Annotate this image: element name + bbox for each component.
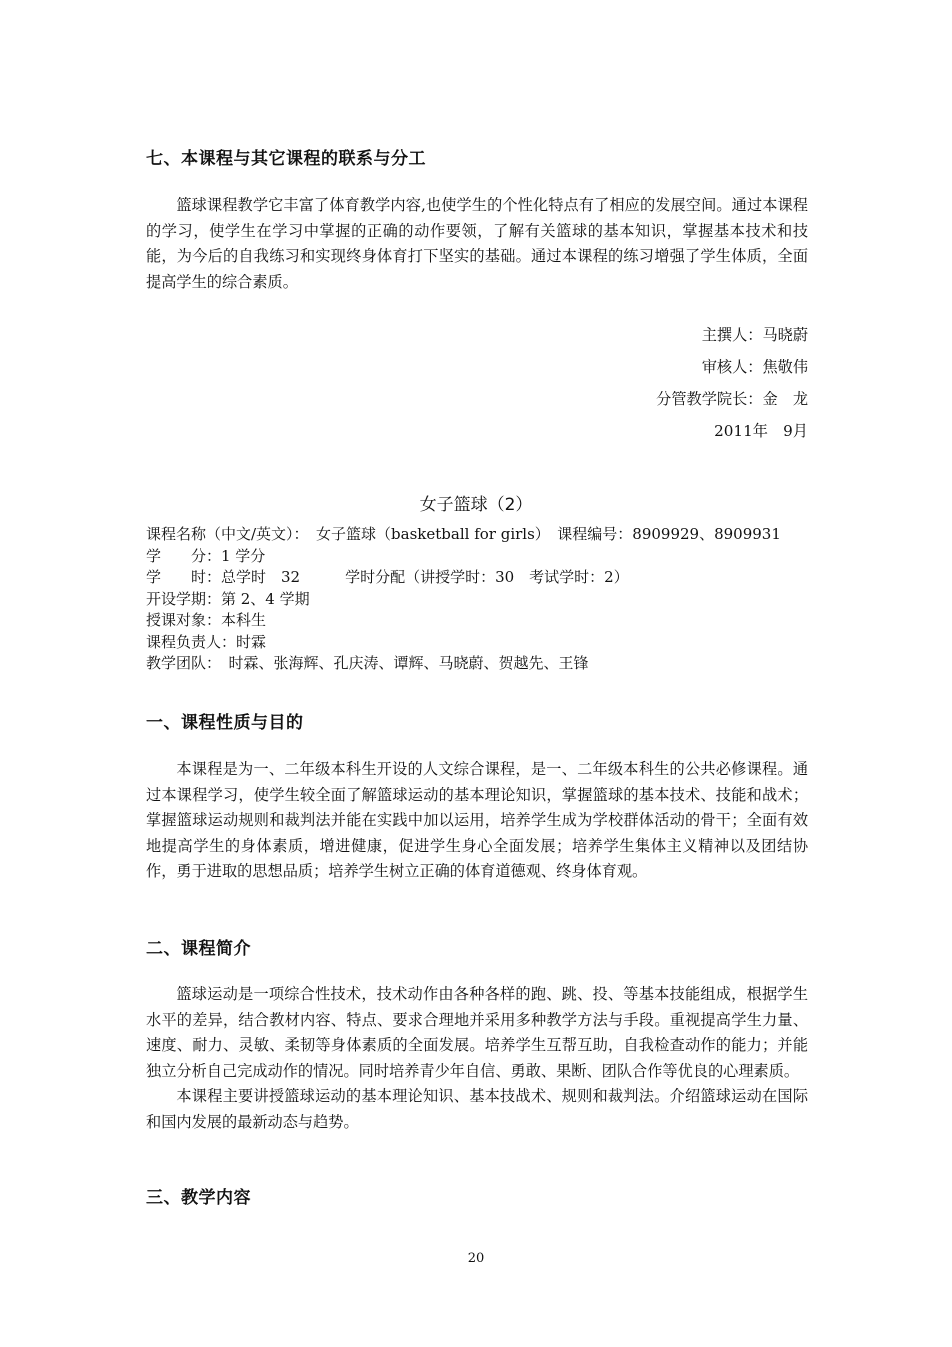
- course-credit-line: 学 分：1 学分: [146, 546, 266, 565]
- section-2-heading: 二、课程简介: [146, 939, 251, 959]
- section-7-paragraph: [146, 193, 808, 295]
- dean-signature: 分管教学院长：金 龙: [656, 390, 808, 408]
- course-term-line: 开设学期：第 2、4 学期: [146, 589, 310, 608]
- course-name-line: 课程名称（中文/英文）： 女子篮球（basketball for girls） 课程编号：8909929、8909931: [146, 525, 781, 543]
- course-audience-line: 授课对象：本科生: [146, 611, 267, 629]
- author-signature: 主撰人：马晓蔚: [701, 326, 808, 344]
- reviewer-signature: 审核人：焦敬伟: [701, 358, 808, 376]
- course-leader-line: 课程负责人：时霖: [146, 632, 267, 651]
- section-2-text-1: 篮球运动是一项综合性技术，技术动作由各种各样的跑、跳、投、等基本技能组成，根据学生水平的差异，结合教材内容、特点、要求合理地并采用多种教学方法与手段。重视提高学生力量、速度、耐力、灵敏、柔韧等身体素质的全面发展。培养学生互帮互助，自我检查动作的能力；并能独立分析自己完成动作的情况。同时培养青少年自信、勇敢、果断、团队合作等优良的心理素质。: [146, 985, 808, 1080]
- course-info-block: [146, 524, 826, 675]
- section-7-heading: 七、本课程与其它课程的联系与分工: [146, 149, 426, 169]
- section-7-text: 篮球课程教学它丰富了体育教学内容,也使学生的个性化特点有了相应的发展空间。通过本课程的学习，使学生在学习中掌握的正确的动作要领，了解有关篮球的基本知识，掌握基本技术和技能，为今后的自我练习和实现终身体育打下坚实的基础。通过本课程的练习增强了学生体质，全面提高学生的综合素质。: [146, 196, 808, 291]
- section-1-heading: 一、课程性质与目的: [146, 713, 304, 733]
- section-3-heading: 三、教学内容: [146, 1188, 251, 1208]
- section-2-paragraphs: [146, 982, 808, 1136]
- section-2-text-2: 本课程主要讲授篮球运动的基本理论知识、基本技战术、规则和裁判法。介绍篮球运动在国际和国内发展的最新动态与趋势。: [146, 1087, 808, 1131]
- course-title: 女子篮球（2）: [419, 495, 533, 515]
- page-number: 20: [467, 1251, 485, 1266]
- course-team-line: 教学团队： 时霖、张海辉、孔庆涛、谭辉、马晓蔚、贺越先、王锋: [146, 654, 589, 672]
- section-1-paragraph: [146, 757, 808, 885]
- course-hours-line: 学 时：总学时 32 学时分配（讲授学时：30 考试学时：2）: [146, 568, 629, 586]
- section-1-text: 本课程是为一、二年级本科生开设的人文综合课程，是一、二年级本科生的公共必修课程。通过本课程学习，使学生较全面了解篮球运动的基本理论知识，掌握篮球的基本技术、技能和战术；掌握篮球运动规则和裁判法并能在实践中加以运用，培养学生成为学校群体活动的骨干；全面有效地提高学生的身体素质，增进健康，促进学生身心全面发展；培养学生集体主义精神以及团结协作，勇于进取的思想品质；培养学生树立正确的体育道德观、终身体育观。: [146, 760, 808, 881]
- date-line: 2011年 9月: [714, 422, 808, 440]
